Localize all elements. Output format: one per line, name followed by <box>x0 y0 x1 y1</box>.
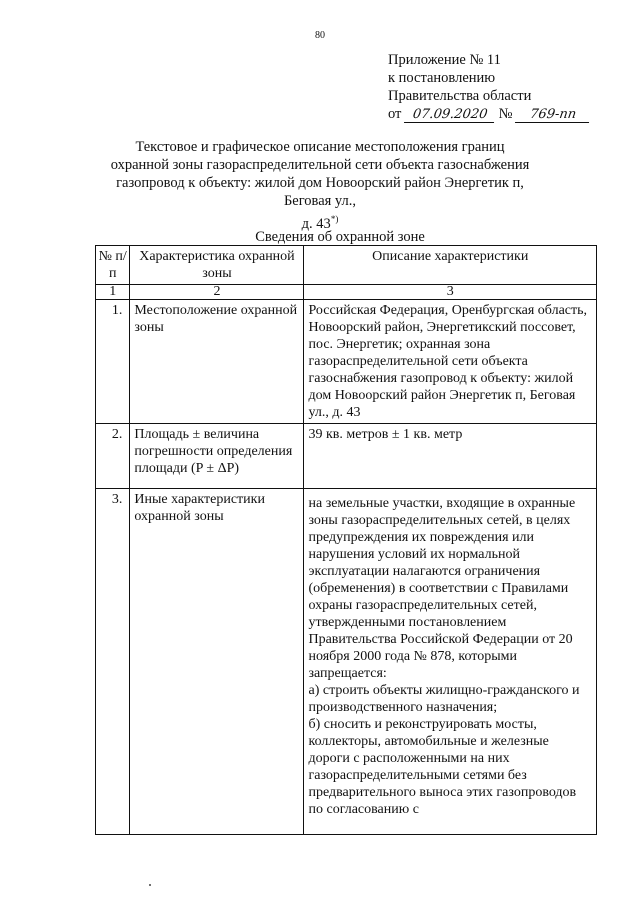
appendix-line-1: Приложение № 11 <box>388 52 501 68</box>
restriction-item-b: б) сносить и реконструировать мосты, коллекторы, автомобильные и железные дороги с расположенными на них газораспределительными сетями без предварительного выноса этих газопроводов по согласованию с <box>308 717 577 817</box>
footnote-mark: *) <box>330 214 339 224</box>
from-label: от <box>388 106 402 122</box>
row-number: 1. <box>96 300 130 424</box>
title-address-end: д. 43 <box>301 215 331 232</box>
document-title <box>92 138 548 233</box>
row-description: на земельные участки, входящие в охранные зоны газораспределительных сетей, в целях предупреждения их повреждения или нарушения условий их нормальной эксплуатации налагаются ограничения (обременения) в соответствии с Правилами охраны газораспределительных сетей, утвержденными постановлением Правительства Российской Федерации от 20 ноября 2000 года № 878, которыми запрещается: <box>308 496 576 681</box>
appendix-line-2: к постановлению <box>388 70 496 86</box>
row-characteristic: Иные характеристики охранной зоны <box>130 489 304 835</box>
title-line-3: газопровод к объекту: жилой дом Новоорский район Энергетик п, Беговая ул., <box>116 175 524 209</box>
header-description: Описание характеристики <box>304 246 597 285</box>
column-number-2: 2 <box>130 285 304 300</box>
row-description-cell <box>304 489 597 835</box>
appendix-line-3: Правительства области <box>388 88 532 104</box>
title-line-1: Текстовое и графическое описание местоположения границ <box>135 139 505 155</box>
column-number-3: 3 <box>304 285 597 300</box>
handwritten-number: 769-пп <box>515 108 591 123</box>
row-characteristic: Местоположение охранной зоны <box>130 300 304 424</box>
scan-speck <box>149 884 151 886</box>
header-number: № п/п <box>96 246 130 285</box>
row-characteristic: Площадь ± величина погрешности определения площади (P ± ΔP) <box>130 424 304 489</box>
protection-zone-table <box>95 245 597 835</box>
column-number-row <box>96 285 597 300</box>
appendix-line-4 <box>388 105 590 123</box>
row-description: Российская Федерация, Оренбургская область, Новоорский район, Энергетикский поссовет, пос. Энергетик; охранная зона газораспределительной сети объекта газоснабжения газопровод к объекту: жилой дом Новоорский район Энергетик п, Беговая ул., д. 43 <box>304 300 597 424</box>
row-description: 39 кв. метров ± 1 кв. метр <box>304 424 597 489</box>
restriction-item-a: а) строить объекты жилищно-гражданского и производственного назначения; <box>308 683 580 715</box>
title-line-2: охранной зоны газораспределительной сети объекта газоснабжения <box>110 157 530 173</box>
table-row <box>96 424 597 489</box>
header-characteristic: Характеристика охранной зоны <box>130 246 304 285</box>
table-caption: Сведения об охранной зоне <box>255 229 425 245</box>
table-header-row <box>96 246 597 285</box>
number-label: № <box>498 106 513 122</box>
handwritten-date: 07.09.2020 <box>404 108 496 123</box>
row-number: 3. <box>96 489 130 835</box>
table-row <box>96 489 597 835</box>
column-number-1: 1 <box>96 285 130 300</box>
row-number: 2. <box>96 424 130 489</box>
table-row <box>96 300 597 424</box>
page-number: 80 <box>315 30 325 41</box>
appendix-block <box>388 51 590 123</box>
